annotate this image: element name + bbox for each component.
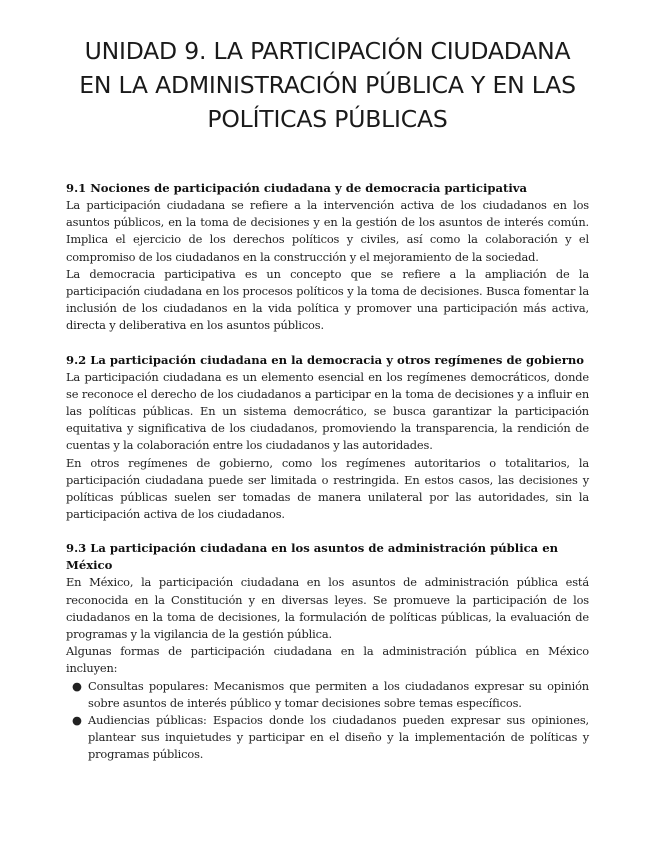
section-9-3: [66, 540, 589, 763]
paragraph: La democracia participativa es un concepto que se refiere a la ampliación de la participación ciudadana en los procesos políticos y la toma de decisiones. Busca fomentar la inclusión de los ciudadanos en la vida política y promover una participación más activa, directa y deliberativa en los asuntos públicos.: [66, 266, 589, 333]
paragraph: La participación ciudadana se refiere a la intervención activa de los ciudadanos en los asuntos públicos, en la toma de decisiones y en la gestión de los asuntos de interés común. Implica el ejercicio de los derechos políticos y civiles, así como la colaboración y el compromiso de los ciudadanos en la construcción y el mejoramiento de la sociedad.: [66, 198, 589, 264]
list-item-text: Consultas populares: Mecanismos que permiten a los ciudadanos expresar su opinión sobre asuntos de interés público y tomar decisiones sobre temas específicos.: [88, 678, 589, 710]
paragraph: La participación ciudadana es un elemento esencial en los regímenes democráticos, donde se reconoce el derecho de los ciudadanos a participar en la toma de decisiones y a influir en las políticas públicas. En un sistema democrático, se busca garantizar la participación equitativa y significativa de los ciudadanos, promoviendo la transparencia, la rendición de cuentas y la colaboración entre los ciudadanos y las autoridades.: [66, 369, 589, 453]
paragraph: En otros regímenes de gobierno, como los regímenes autoritarios o totalitarios, la participación ciudadana puede ser limitada o restringida. En estos casos, las decisiones y políticas públicas suelen ser tomadas de manera unilateral por las autoridades, sin la participación activa de los ciudadanos.: [66, 455, 589, 522]
list-item: [66, 678, 589, 712]
paragraph: En México, la participación ciudadana en los asuntos de administración pública está reconocida en la Constitución y en diversas leyes. Se promueve la participación de los ciudadanos en la toma de decisiones, la formulación de políticas públicas, la evaluación de programas y la vigilancia de la gestión pública.: [66, 575, 589, 642]
document-title: UNIDAD 9. LA PARTICIPACIÓN CIUDADANA EN LA ADMINISTRACIÓN PÚBLICA Y EN LAS POLÍTICAS PÚBLICAS: [79, 37, 576, 133]
paragraph: Algunas formas de participación ciudadana en la administración pública en México incluyen:: [66, 644, 589, 676]
list-item: [66, 712, 589, 764]
bullet-icon: ●: [72, 678, 82, 693]
section-heading: 9.3 La participación ciudadana en los asuntos de administración pública en México: [66, 541, 559, 573]
list-item-text: Audiencias públicas: Espacios donde los ciudadanos pueden expresar sus opiniones, plantear sus inquietudes y participar en el diseño y la implementación de políticas y programas públicos.: [88, 713, 589, 762]
section-heading: 9.2 La participación ciudadana en la democracia y otros regímenes de gobierno: [66, 352, 585, 367]
bullet-icon: ●: [72, 713, 82, 728]
section-9-1: [66, 180, 589, 335]
section-9-2: [66, 352, 589, 524]
bullet-list: [66, 678, 589, 764]
section-heading: 9.1 Nociones de participación ciudadana y de democracia participativa: [66, 181, 528, 195]
